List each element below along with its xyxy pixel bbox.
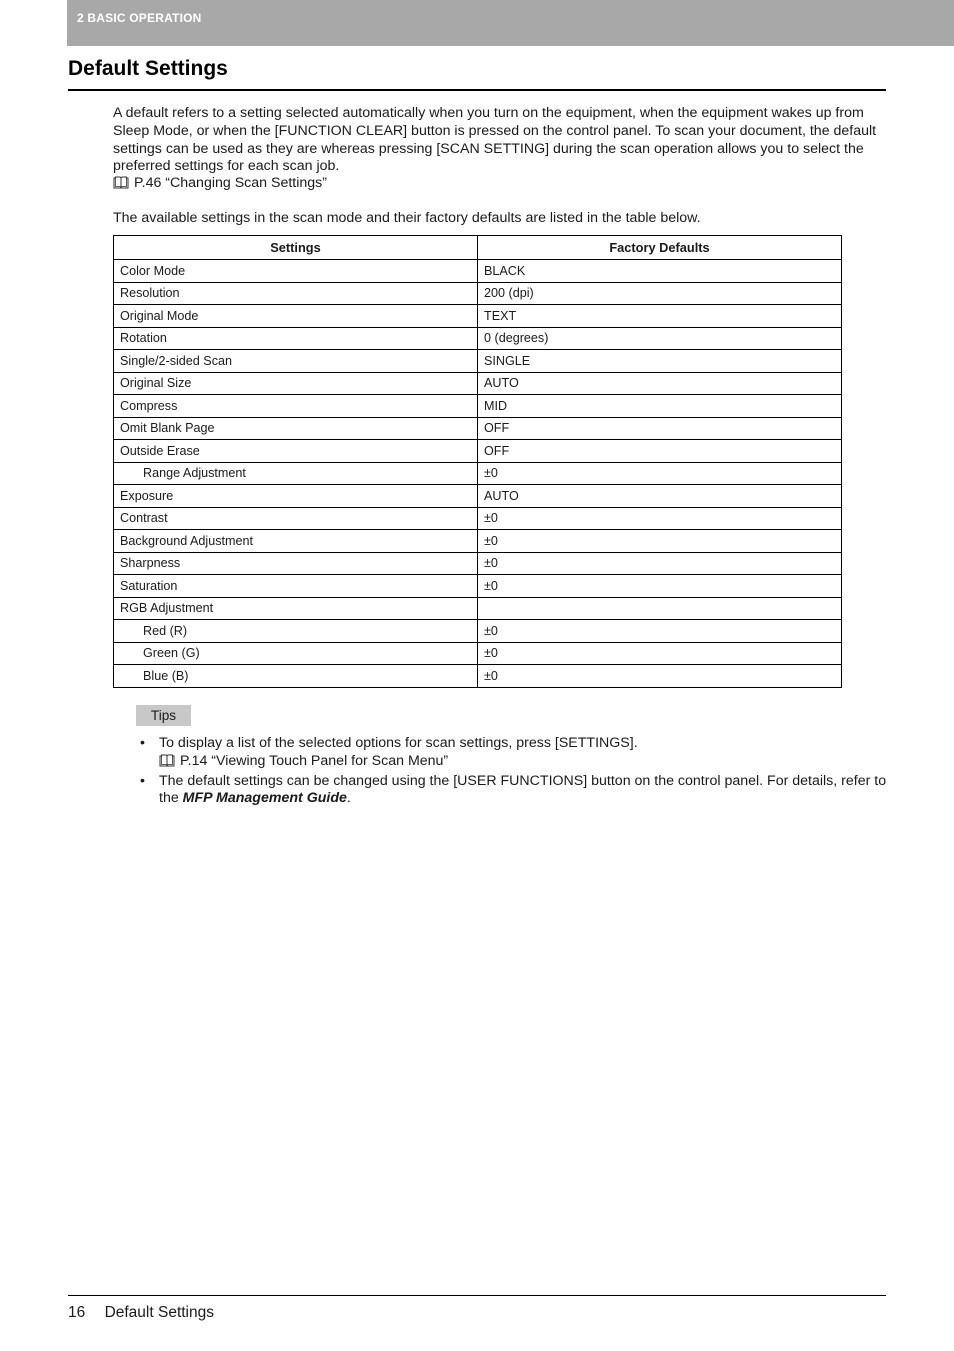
book-icon: [113, 176, 129, 195]
factory-default-cell: [478, 597, 842, 620]
footer-section-title: Default Settings: [104, 1304, 214, 1321]
page-number: 16: [68, 1304, 86, 1321]
factory-default-cell: ±0: [478, 552, 842, 575]
table-row: [114, 462, 842, 485]
title-underline: [68, 89, 886, 91]
setting-name-cell: Omit Blank Page: [114, 417, 478, 440]
setting-name-cell: Resolution: [114, 282, 478, 305]
table-row: [114, 530, 842, 553]
tip-text: The default settings can be changed using the [USER FUNCTIONS] button on the control panel. For details, refer to the: [159, 772, 887, 807]
factory-default-cell: 200 (dpi): [478, 282, 842, 305]
factory-default-cell: ±0: [478, 620, 842, 643]
setting-name-cell: Contrast: [114, 507, 478, 530]
table-row: [114, 327, 842, 350]
reference-text: P.46 “Changing Scan Settings”: [134, 175, 327, 191]
chapter-label: 2 BASIC OPERATION: [77, 11, 202, 25]
chapter-header-band: [67, 0, 954, 46]
tip-text: To display a list of the selected options for scan settings, press [SETTINGS].: [159, 735, 638, 751]
footer-rule: [68, 1295, 886, 1296]
table-row: [114, 485, 842, 508]
table-row: [114, 305, 842, 328]
table-row: [114, 620, 842, 643]
table-row: [114, 417, 842, 440]
table-row: [114, 395, 842, 418]
setting-name-cell: Outside Erase: [114, 440, 478, 463]
factory-default-cell: TEXT: [478, 305, 842, 328]
list-item: [140, 735, 888, 773]
tip-text-end: .: [346, 790, 351, 807]
factory-default-cell: ±0: [478, 507, 842, 530]
table-row: [114, 440, 842, 463]
page-footer: [68, 1304, 214, 1322]
factory-default-cell: AUTO: [478, 485, 842, 508]
book-icon: [159, 754, 175, 773]
factory-default-cell: ±0: [478, 462, 842, 485]
setting-name-cell: Range Adjustment: [114, 462, 478, 485]
setting-name-cell: Single/2-sided Scan: [114, 350, 478, 373]
setting-name-cell: Blue (B): [114, 665, 478, 688]
table-row: [114, 665, 842, 688]
column-header-settings: Settings: [114, 236, 478, 260]
setting-name-cell: Background Adjustment: [114, 530, 478, 553]
factory-default-cell: ±0: [478, 530, 842, 553]
factory-default-cell: BLACK: [478, 260, 842, 283]
factory-default-cell: AUTO: [478, 372, 842, 395]
setting-name-cell: RGB Adjustment: [114, 597, 478, 620]
setting-name-cell: Exposure: [114, 485, 478, 508]
table-row: [114, 372, 842, 395]
setting-name-cell: Sharpness: [114, 552, 478, 575]
factory-default-cell: MID: [478, 395, 842, 418]
setting-name-cell: Original Mode: [114, 305, 478, 328]
table-row: [114, 575, 842, 598]
factory-default-cell: SINGLE: [478, 350, 842, 373]
setting-name-cell: Green (G): [114, 642, 478, 665]
table-row: [114, 597, 842, 620]
column-header-factory-defaults: Factory Defaults: [478, 236, 842, 260]
intro-paragraph: A default refers to a setting selected automatically when you turn on the equipment, when the equipment wakes up from Sleep Mode, or when the [FUNCTION CLEAR] button is pressed on the control panel. To scan your document, the default settings can be used as they are whereas pressing [SCAN SETTING] during the scan operation allows you to select the preferred settings for each scan job.: [113, 105, 877, 175]
default-settings-table: [113, 235, 842, 688]
reference-link-touch-panel[interactable]: [159, 753, 888, 773]
list-item: [140, 773, 888, 809]
table-row: [114, 552, 842, 575]
factory-default-cell: OFF: [478, 440, 842, 463]
reference-text: P.14 “Viewing Touch Panel for Scan Menu”: [180, 752, 449, 769]
setting-name-cell: Color Mode: [114, 260, 478, 283]
factory-default-cell: ±0: [478, 665, 842, 688]
table-row: [114, 260, 842, 283]
factory-default-cell: ±0: [478, 642, 842, 665]
table-row: [114, 507, 842, 530]
factory-default-cell: ±0: [478, 575, 842, 598]
tips-list: [140, 735, 888, 808]
table-row: [114, 282, 842, 305]
setting-name-cell: Rotation: [114, 327, 478, 350]
page-title: Default Settings: [68, 57, 228, 80]
setting-name-cell: Saturation: [114, 575, 478, 598]
setting-name-cell: Red (R): [114, 620, 478, 643]
setting-name-cell: Compress: [114, 395, 478, 418]
reference-link-scan-settings[interactable]: [113, 175, 327, 195]
tips-label: Tips: [136, 705, 191, 726]
guide-title: MFP Management Guide: [182, 790, 347, 807]
table-header-row: [114, 236, 842, 260]
factory-default-cell: 0 (degrees): [478, 327, 842, 350]
table-caption: The available settings in the scan mode and their factory defaults are listed in the table below.: [113, 210, 701, 226]
setting-name-cell: Original Size: [114, 372, 478, 395]
factory-default-cell: OFF: [478, 417, 842, 440]
table-row: [114, 350, 842, 373]
table-row: [114, 642, 842, 665]
